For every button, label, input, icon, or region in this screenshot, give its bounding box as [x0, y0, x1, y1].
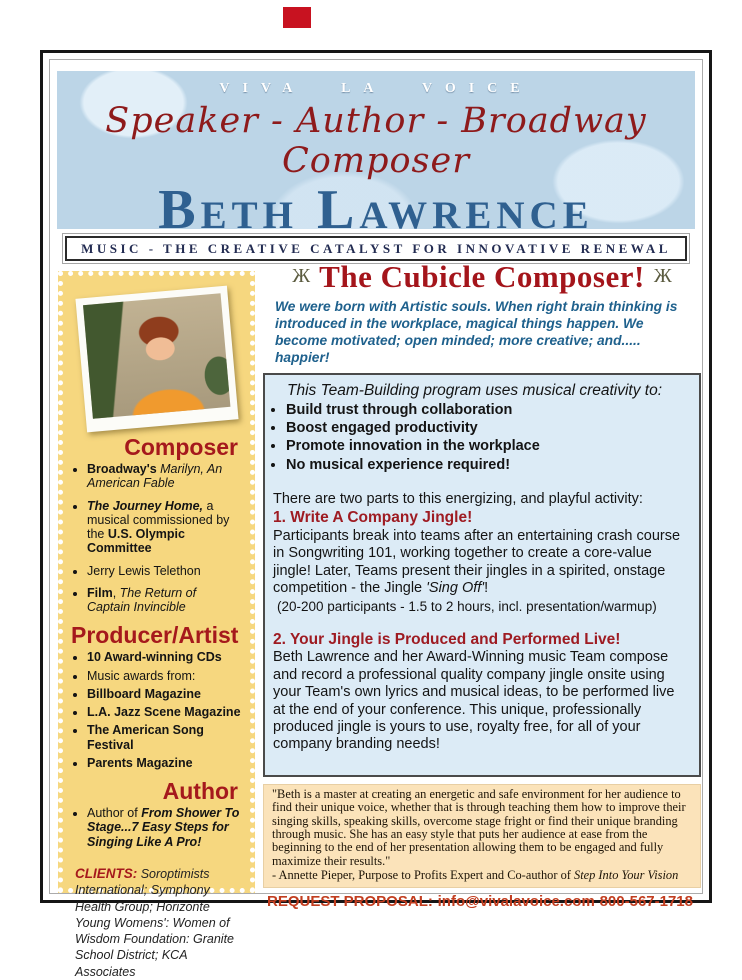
parts-intro: There are two parts to this energizing, and playful activity: [273, 491, 643, 508]
page-title: Beth Lawrence [158, 178, 594, 229]
program-bullet: • No musical experience required! [286, 457, 689, 474]
list-item: • Parents Magazine [87, 756, 242, 770]
page-frame [40, 50, 712, 979]
clients-label: CLIENTS: [75, 865, 138, 881]
program-bullet: • Promote innovation in the workplace [286, 438, 689, 455]
intro-paragraph: We were born with Artistic souls. When right brain thinking is introduced in the workplace, magical things happen. We become motivated; open minded; more creative; and..... happier! [275, 298, 678, 365]
author-list [71, 806, 242, 849]
part1-body: Participants break into teams after an entertaining crash course in Songwriting 101, working together to create a core-value jingle! Later, Teams present their jingles in a spirited, onstage competition - the Jingle 'Sing Off'! [273, 528, 681, 597]
email-link[interactable]: info@vivalavoice.com [437, 892, 595, 910]
clients-text: Soroptimists International; Symphony Health Group; Horizonte Young Womens': Women of Wisdom Foundation: Granite School District; KCA Associates [75, 866, 234, 979]
part2-heading: 2. Your Jingle is Produced and Performed Live! [273, 630, 621, 648]
script-tagline: Speaker - Author - Broadway Composer [105, 101, 647, 182]
sidebar-heading-producer-artist: Producer/Artist [71, 622, 239, 649]
composer-list [71, 462, 242, 614]
part1-note: (20-200 participants - 1.5 to 2 hours, incl. presentation/warmup) [277, 598, 657, 614]
main-title-row [263, 261, 701, 294]
asterisk-icon: Ж [292, 265, 311, 287]
red-marker [283, 7, 311, 28]
request-proposal-bar [263, 893, 701, 910]
music-banner-text: MUSIC - THE CREATIVE CATALYST FOR INNOVATIVE RENEWAL [81, 240, 671, 256]
list-item: • Broadway's Marilyn, An American Fable [87, 462, 242, 491]
music-banner [65, 236, 687, 261]
producer-list [71, 650, 242, 770]
part1-heading: 1. Write A Company Jingle! [273, 509, 473, 527]
program-lead: This Team-Building program uses musical creativity to: [287, 381, 663, 399]
list-item: • Billboard Magazine [87, 687, 242, 701]
list-item: • Author of From Shower To Stage...7 Easy Steps for Singing Like A Pro! [87, 806, 242, 849]
program-bullets [273, 402, 689, 475]
beth-lawrence-photo [83, 293, 230, 419]
program-bullet: • Boost engaged productivity [286, 420, 689, 437]
list-item: • Film, The Return of Captain Invincible [87, 586, 242, 615]
list-item: • Jerry Lewis Telethon [87, 564, 242, 578]
program-bullet: • Build trust through collaboration [286, 402, 689, 419]
list-item: • The Journey Home, a musical commissioned by the U.S. Olympic Committee [87, 499, 242, 556]
header-panel [57, 71, 695, 229]
sidebar-heading-composer: Composer [124, 434, 238, 460]
program-box [263, 373, 701, 777]
list-item: • Music awards from: [87, 669, 242, 683]
request-proposal-label: REQUEST PROPOSAL: [267, 892, 433, 910]
testimonial-quote: "Beth is a master at creating an energetic and safe environment for her audience to find their unique voice, whether that is through teaching them how to improve their singing skills, speaking skills, overcome stage fright or find their unique branding through music. She has an easy style that puts her audience at ease from the beginning to the end of her presentation allowing them to be engaged and fully maximize their results." [272, 786, 686, 868]
main-column [263, 261, 701, 910]
brand-line: VIVA LA VOICE [219, 81, 533, 96]
part2-body: Beth Lawrence and her Award-Winning music Team compose and record a professional quality company jingle onsite using your Team's own lyrics and musical ideas, to be performed live at the end of your conference. This unique, professionally produced jingle is yours to use, royalty free, for all of your company branding needs! [273, 649, 675, 753]
phone-number[interactable]: 800-567-1718 [599, 892, 693, 910]
list-item: • 10 Award-winning CDs [87, 650, 242, 664]
testimonial-attribution: - Annette Pieper, Purpose to Profits Expert and Co-author of Step Into Your Vision [272, 868, 679, 883]
photo-frame [75, 286, 238, 433]
sidebar-stamp [58, 271, 255, 979]
testimonial-box [263, 784, 701, 888]
asterisk-icon: Ж [653, 265, 672, 287]
list-item: • The American Song Festival [87, 723, 242, 752]
list-item: • L.A. Jazz Scene Magazine [87, 705, 242, 719]
sidebar-heading-author: Author [162, 778, 238, 804]
main-title: The Cubicle Composer! [319, 259, 645, 294]
clients-paragraph [75, 865, 240, 980]
